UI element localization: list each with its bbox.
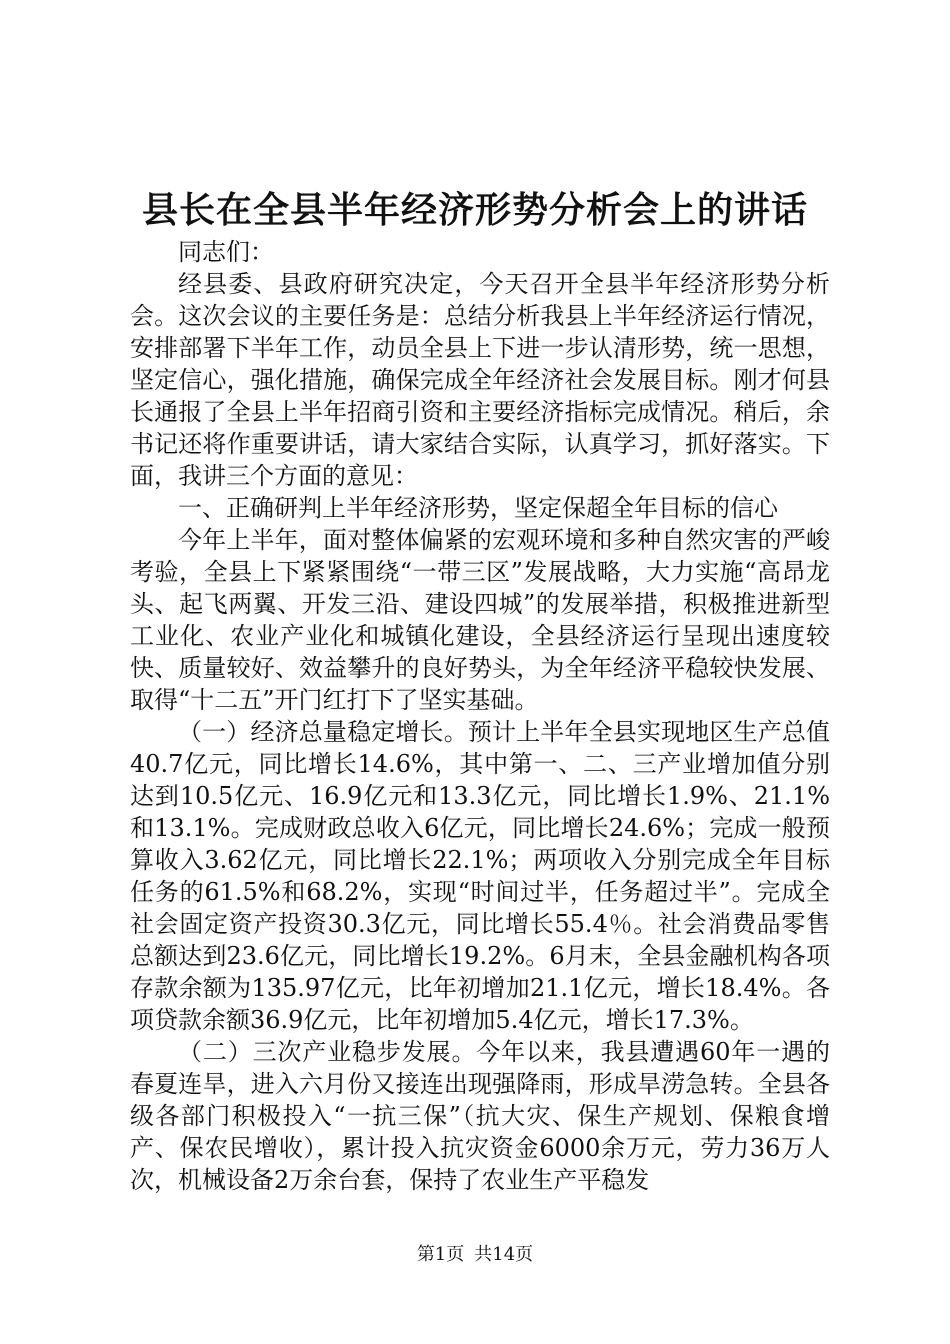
page-number: 第1页 xyxy=(416,1244,465,1265)
page-total: 共14页 xyxy=(474,1244,534,1265)
salutation-paragraph: 同志们： xyxy=(178,238,274,266)
industry-paragraph: （二）三次产业稳步发展。今年以来，我县遭遇60年一遇的春夏连旱，进入六月份又接连出现强降雨，形成旱涝急转。全县各级各部门积极投入“一抗三保”（抗大灾、保生产规划、保粮食增产、保农民增收），累计投入抗灾资金6000余万元，劳力36万人次，机械设备2万余台套，保持了农业生产平稳发 xyxy=(130,1038,830,1194)
document-title: 县长在全县半年经济形势分析会上的讲话 xyxy=(141,189,808,231)
document-body xyxy=(130,236,830,1196)
intro-paragraph: 经县委、县政府研究决定，今天召开全县半年经济形势分析会。这次会议的主要任务是：总结分析我县上半年经济运行情况，安排部署下半年工作，动员全县上下进一步认清形势，统一思想，坚定信心，强化措施，确保完成全年经济社会发展目标。刚才何县长通报了全县上半年招商引资和主要经济指标完成情况。稍后，余书记还将作重要讲话，请大家结合实际，认真学习，抓好落实。下面，我讲三个方面的意见： xyxy=(130,270,830,490)
overview-paragraph: 今年上半年，面对整体偏紧的宏观环境和多种自然灾害的严峻考验，全县上下紧紧围绕“一带三区”发展战略，大力实施“高昂龙头、起飞两翼、开发三沿、建设四城”的发展举措，积极推进新型工业化、农业产业化和城镇化建设，全县经济运行呈现出速度较快、质量较好、效益攀升的良好势头，为全年经济平稳较快发展、取得“十二五”开门红打下了坚实基础。 xyxy=(130,526,830,714)
section-heading: 一、正确研判上半年经济形势，坚定保超全年目标的信心 xyxy=(178,494,778,522)
economic-total-paragraph: （一）经济总量稳定增长。预计上半年全县实现地区生产总值40.7亿元，同比增长14.6%，其中第一、二、三产业增加值分别达到10.5亿元、16.9亿元和13.3亿元，同比增长1.9%、21.1%和13.1%。完成财政总收入6亿元，同比增长24.6%；完成一般预算收入3.62亿元，同比增长22.1%；两项收入分别完成全年目标任务的61.5%和68.2%，实现“时间过半，任务超过半”。完成全社会固定资产投资30.3亿元，同比增长55.4％。社会消费品零售总额达到23.6亿元，同比增长19.2%。6月末，全县金融机构各项存款余额为135.97亿元，比年初增加21.1亿元，增长18.4%。各项贷款余额36.9亿元，比年初增加5.4亿元，增长17.3%。 xyxy=(130,718,830,1034)
page-footer xyxy=(0,1243,950,1267)
